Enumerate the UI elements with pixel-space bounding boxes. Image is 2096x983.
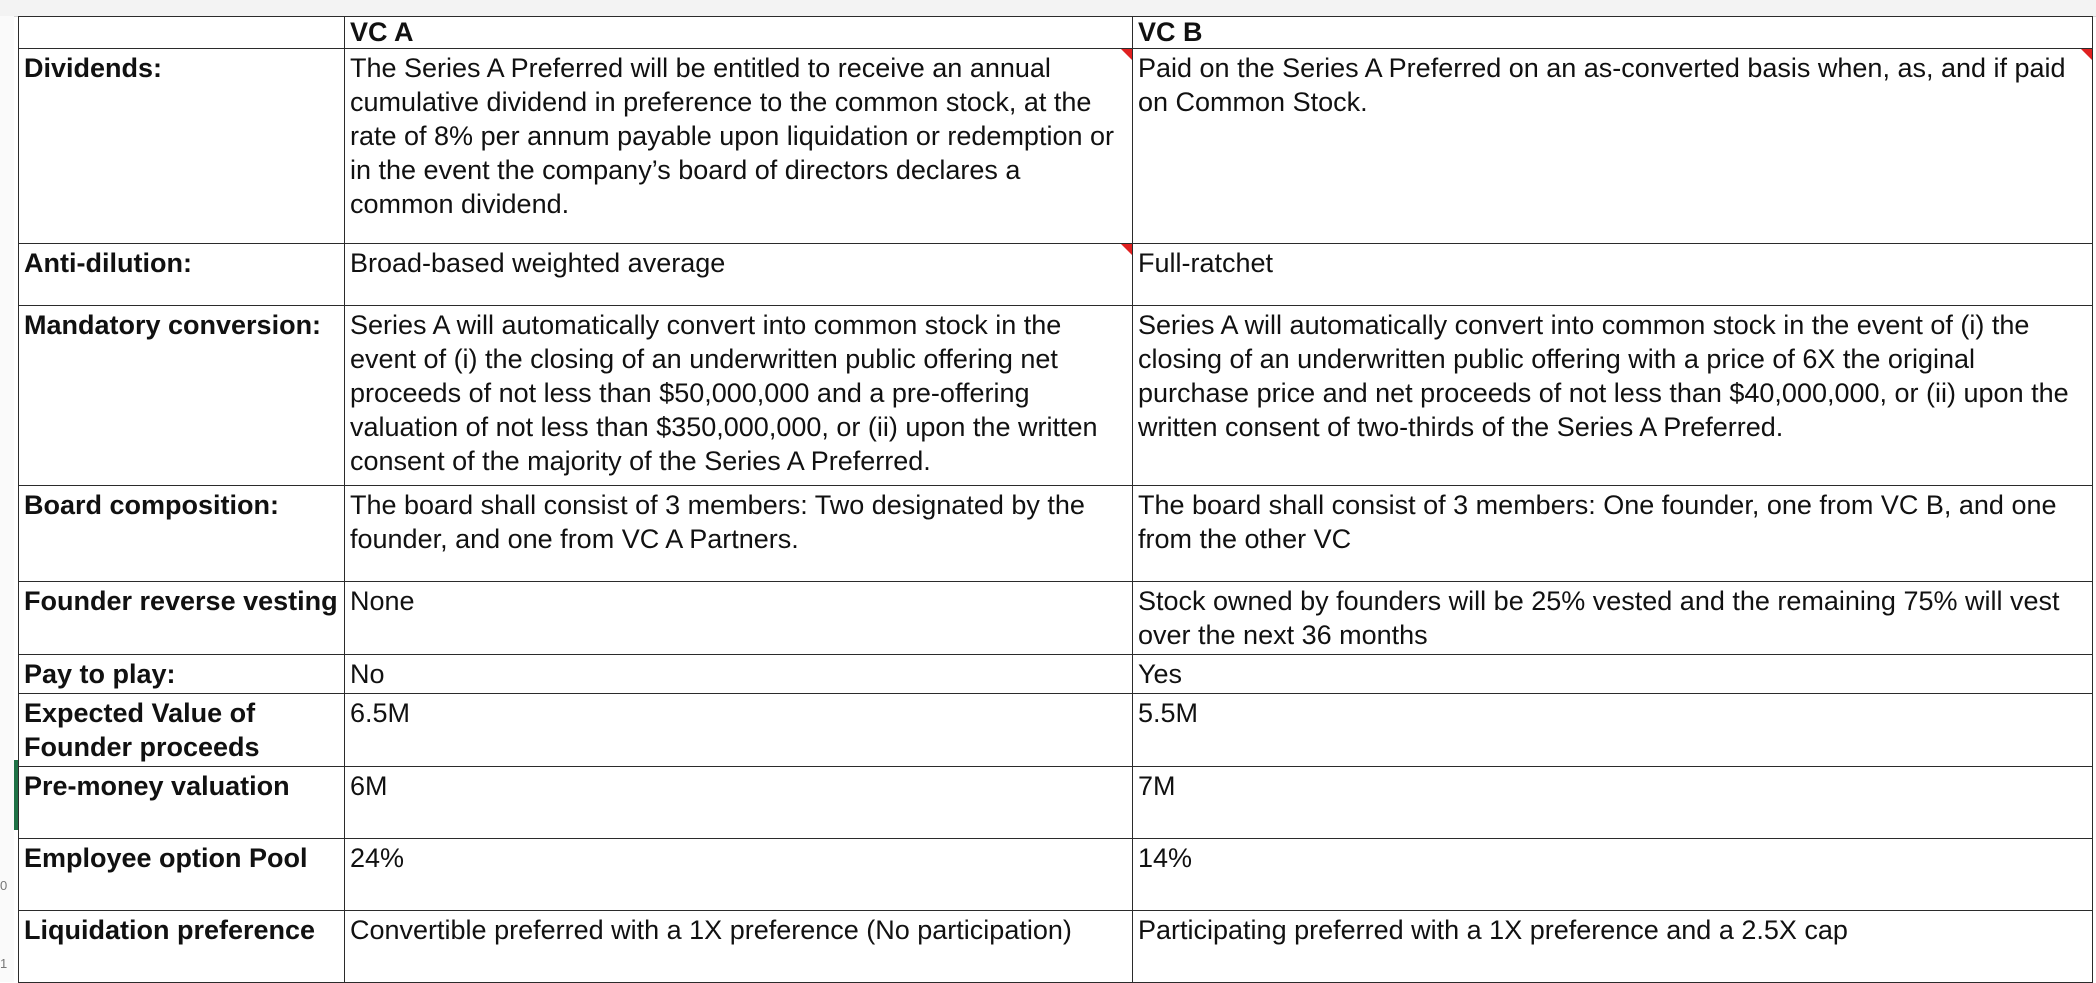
- header-cell-vc-b[interactable]: VC B: [1133, 17, 2093, 49]
- table-row: [19, 306, 2093, 486]
- row-number[interactable]: 0: [0, 878, 8, 893]
- cell-vc-a-founder-reverse-vesting[interactable]: None: [345, 582, 1133, 655]
- row-label-board-composition[interactable]: Board composition:: [19, 486, 345, 582]
- cell-text: The Series A Preferred will be entitled to receive an annual cumulative dividend in preference to the common stock, at the rate of 8% per annum payable upon liquidation or redemption or in the event the company’s board of directors declares a common dividend.: [350, 53, 1114, 219]
- cell-vc-b-anti-dilution[interactable]: Full-ratchet: [1133, 244, 2093, 306]
- cell-vc-a-employee-option-pool[interactable]: 24%: [345, 839, 1133, 911]
- comment-indicator-icon[interactable]: [2081, 49, 2092, 60]
- term-sheet-table: [18, 16, 2093, 983]
- header-cell-vc-a[interactable]: VC A: [345, 17, 1133, 49]
- row-label-pre-money-valuation[interactable]: Pre-money valuation: [19, 767, 345, 839]
- cell-vc-a-pre-money-valuation[interactable]: 6M: [345, 767, 1133, 839]
- cell-text: Broad-based weighted average: [350, 248, 726, 278]
- row-label-pay-to-play[interactable]: Pay to play:: [19, 655, 345, 694]
- cell-vc-b-liquidation-preference[interactable]: Participating preferred with a 1X preference and a 2.5X cap: [1133, 911, 2093, 983]
- cell-vc-b-founder-reverse-vesting[interactable]: Stock owned by founders will be 25% vested and the remaining 75% will vest over the next 36 months: [1133, 582, 2093, 655]
- cell-vc-a-anti-dilution[interactable]: [345, 244, 1133, 306]
- table-row: [19, 582, 2093, 655]
- cell-vc-a-board-composition[interactable]: The board shall consist of 3 members: Two designated by the founder, and one from VC A Partners.: [345, 486, 1133, 582]
- cell-text: Paid on the Series A Preferred on an as-converted basis when, as, and if paid on Common Stock.: [1138, 53, 2066, 117]
- cell-vc-b-pay-to-play[interactable]: Yes: [1133, 655, 2093, 694]
- cell-vc-a-expected-value[interactable]: 6.5M: [345, 694, 1133, 767]
- sheet-top-strip: [0, 0, 2096, 17]
- cell-vc-a-dividends[interactable]: [345, 49, 1133, 244]
- cell-vc-b-dividends[interactable]: [1133, 49, 2093, 244]
- cell-vc-b-mandatory-conversion[interactable]: Series A will automatically convert into common stock in the event of (i) the closing of an underwritten public offering with a price of 6X the original purchase price and net proceeds of not less than $40,000,000, or (ii) upon the written consent of two-thirds of the Series A Preferred.: [1133, 306, 2093, 486]
- cell-vc-a-pay-to-play[interactable]: No: [345, 655, 1133, 694]
- cell-vc-b-pre-money-valuation[interactable]: 7M: [1133, 767, 2093, 839]
- row-number[interactable]: 1: [0, 956, 8, 971]
- table-row: [19, 486, 2093, 582]
- table-row: [19, 767, 2093, 839]
- table-row: [19, 911, 2093, 983]
- row-label-employee-option-pool[interactable]: Employee option Pool: [19, 839, 345, 911]
- row-label-dividends[interactable]: Dividends:: [19, 49, 345, 244]
- header-row: [19, 17, 2093, 49]
- row-label-founder-reverse-vesting[interactable]: Founder reverse vesting: [19, 582, 345, 655]
- row-label-mandatory-conversion[interactable]: Mandatory conversion:: [19, 306, 345, 486]
- cell-vc-b-employee-option-pool[interactable]: 14%: [1133, 839, 2093, 911]
- table-row: [19, 694, 2093, 767]
- cell-vc-b-board-composition[interactable]: The board shall consist of 3 members: One founder, one from VC B, and one from the other VC: [1133, 486, 2093, 582]
- comment-indicator-icon[interactable]: [1121, 49, 1132, 60]
- cell-vc-b-expected-value[interactable]: 5.5M: [1133, 694, 2093, 767]
- header-cell-empty[interactable]: [19, 17, 345, 49]
- row-label-expected-value[interactable]: Expected Value of Founder proceeds: [19, 694, 345, 767]
- cell-vc-a-liquidation-preference[interactable]: Convertible preferred with a 1X preference (No participation): [345, 911, 1133, 983]
- cell-vc-a-mandatory-conversion[interactable]: Series A will automatically convert into common stock in the event of (i) the closing of an underwritten public offering net proceeds of not less than $50,000,000 and a pre-offering valuation of not less than $350,000,000, or (ii) upon the written consent of the majority of the Series A Preferred.: [345, 306, 1133, 486]
- comment-indicator-icon[interactable]: [1121, 244, 1132, 255]
- table-row: [19, 49, 2093, 244]
- row-label-anti-dilution[interactable]: Anti-dilution:: [19, 244, 345, 306]
- table-row: [19, 839, 2093, 911]
- row-label-liquidation-preference[interactable]: Liquidation preference: [19, 911, 345, 983]
- table-row: [19, 244, 2093, 306]
- table-row: [19, 655, 2093, 694]
- row-number-gutter: [0, 16, 14, 982]
